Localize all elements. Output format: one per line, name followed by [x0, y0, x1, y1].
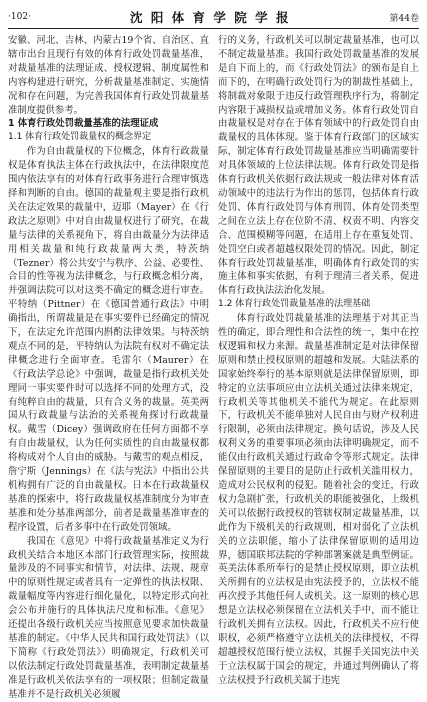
subsection-heading: 1.1 体育行政处罚裁量权的概念界定 [8, 132, 152, 143]
body-paragraph: 作为自由裁量权的下位概念，体育行政裁量权是体育执法主体在行政执法中，在法律限度范围内依法享有的对体育行政事务进行合理审慎选择和判断的自由。德国的裁量观主要是指行政机关在法定效果的裁量中，迈耶（Mayer）在《行政法之原则》中对自由裁量权进行了研究，在裁量与法律的关系视角下，将自由裁量分为法律适用相关裁量和纯行政裁量两大类，特茨纳（Tezner）将公共安宁与秩序、公益、必要性、合目的性等视为法律概念，与行政概念相分离，并强调法院可以对这类不确定的概念进行审查。平特纳（Pittner）在《德国普通行政法》中明确指出，所谓裁量是在事实要件已经确定的情况下，在法定允许范围内斟酌法律效果。与特茨纳观点不同的是，平特纳认为法院有权对不确定法律概念进行全面审查。毛雷尔（Maurer）在《行政法学总论》中强调，裁量是指行政机关处理同一事实要件时可以选择不同的处理方式，没有纯粹自由的裁量，只有合义务的裁量。英美两国从行政裁量与法治的关系视角探讨行政裁量权。戴雪（Dicey）强调政府在任何方面都不享有自由裁量权，认为任何实质性的自由裁量权都将构成对个人自由的威胁。与戴雪的观点相反，詹宁斯（Jennings）在《法与宪法》中指出公共机构拥有广泛的自由裁量权。日本在行政裁量权基准的探索中，将行政裁量权基准制度分为审查基准和处分基准两部分，前者是裁量基准审查的程序设置，后者多事中在行政处罚领域。 [8, 146, 209, 533]
body-paragraph: 体育行政处罚裁量基准的法理基于对其正当性的确定，即合理性和合法性的统一，集中在控权逻辑和权力来源。裁量基准制定是对法律保留原则和禁止授权原则的超越和发展。大陆法系的国家始终奉行的基本原则就是法律保留原则，即特定的立法事项应由立法机关通过法律来规定，行政机关等其他机关不能代为规定。在此原则下，行政机关不能单独对人民自由与财产权利进行限制，必须由法律规定。换句话说，涉及人民权利义务的重要事项必须由法律明确规定，而不能仅由行政机关通过行政命令等形式规定。法律保留原则的主要目的是防止行政机关滥用权力，造成对公民权利的侵犯。随着社会的变迁，行政权力急剧扩张，行政机关的职能被强化，上级机关可以依据行政授权的管辖权制定裁量基准，以此作为下级机关的行政规则，相对弱化了立法机关的立法职能，缩小了法律保留原则的适用边界，德国联邦法院的学种部署案就是典型例证。英美法体系所奉行的是禁止授权原则，即立法机关所拥有的立法权是由宪法授予的，立法权不能再次授予其他任何人或机关。这一原则的核心思想是立法权必须保留在立法机关手中，而不能让行政机关拥有立法权。因此，行政机关不应行使职权，必须严格遵守立法机关的法律授权，不得超越授权范围行使立法权，其握手关国宪法中关于立法权属于国会的规定，并通过判例确认了将立法权授予行政机关属于违宪 [218, 313, 419, 686]
body-paragraph: 行的义务，行政机关可以制定裁量基准，也可以不制定裁量基准。我国行政处罚裁量基准的发展是自下而上的，而《行政处罚法》的颁布是自上而下的，在明确行政处罚行为的制裁性基础上，将制裁对象限于违反行政管理秩序行为，将制定内容限于减损权益或增加义务。体育行政处罚自由裁量权是对存在于体育领域中的行政处罚自由裁量权的具体体现。鉴于体育行政部门的区域实际，制定体育行政处罚裁量基准应当明确需要针对具体领域的上位法律法规。体育行政处罚是指体育行政机关依据行政法规或一般法律对体育活动领域中的违法行为作出的惩罚，包括体育行政处罚、体育行政处罚与体育刑罚、体育处罚类型之间在立法上存在位阶不清、权责不明、内容交合、范围模糊等问题，在适用上存在重复处罚、处罚空白或者超越权限处罚的情况。因此，制定体育行政处罚裁量基准，明确体育行政处罚的实施主体和事实依据，有利于理清三者关系，促进体育行政执法法治化发展。 [218, 35, 419, 297]
page-number: ·102· [8, 12, 31, 22]
left-column [8, 34, 209, 700]
body-paragraph: 安徽、河北、吉林、内蒙古19个省、自治区、直辖市出台且现行有效的体育行政处罚裁量基准，对裁量基准的法理证成、授权逻辑、制度属性和内容构建进行研究，分析裁量基准制定、实施情况和存在问题，为完善我国体育行政处罚裁量基准制度提供参考。 [8, 35, 209, 116]
header-rule [8, 28, 419, 29]
section-heading: 1 体育行政处罚裁量基准的法理证成 [8, 118, 159, 130]
journal-title: 沈 阳 体 育 学 院 学 报 [129, 10, 291, 25]
body-paragraph: 我国在《意见》中将行政裁量基准定义为行政机关结合本地区本部门行政管理实际，按照裁量涉及的不同事实和情节，对法律、法规、规章中的原则性规定或者具有一定弹性的执法权限、裁量幅度等内容进行细化量化，以特定形式向社会公布并施行的具体执法尺度和标准。《意见》还提出各级行政机关应当按照意见要求加快裁量基准的制定。《中华人民共和国行政处罚法》（以下简称《行政处罚法》）明确规定，行政机关可以依法制定行政处罚裁量基准，表明制定裁量基准是行政机关依法享有的一项权限；但制定裁量基准并不是行政机关必须履 [8, 535, 209, 700]
subsection-heading: 1.2 体育行政处罚裁量基准的法理基础 [218, 299, 371, 310]
right-column [218, 34, 419, 686]
volume-label: 第44卷 [389, 13, 419, 24]
running-header [8, 8, 419, 26]
